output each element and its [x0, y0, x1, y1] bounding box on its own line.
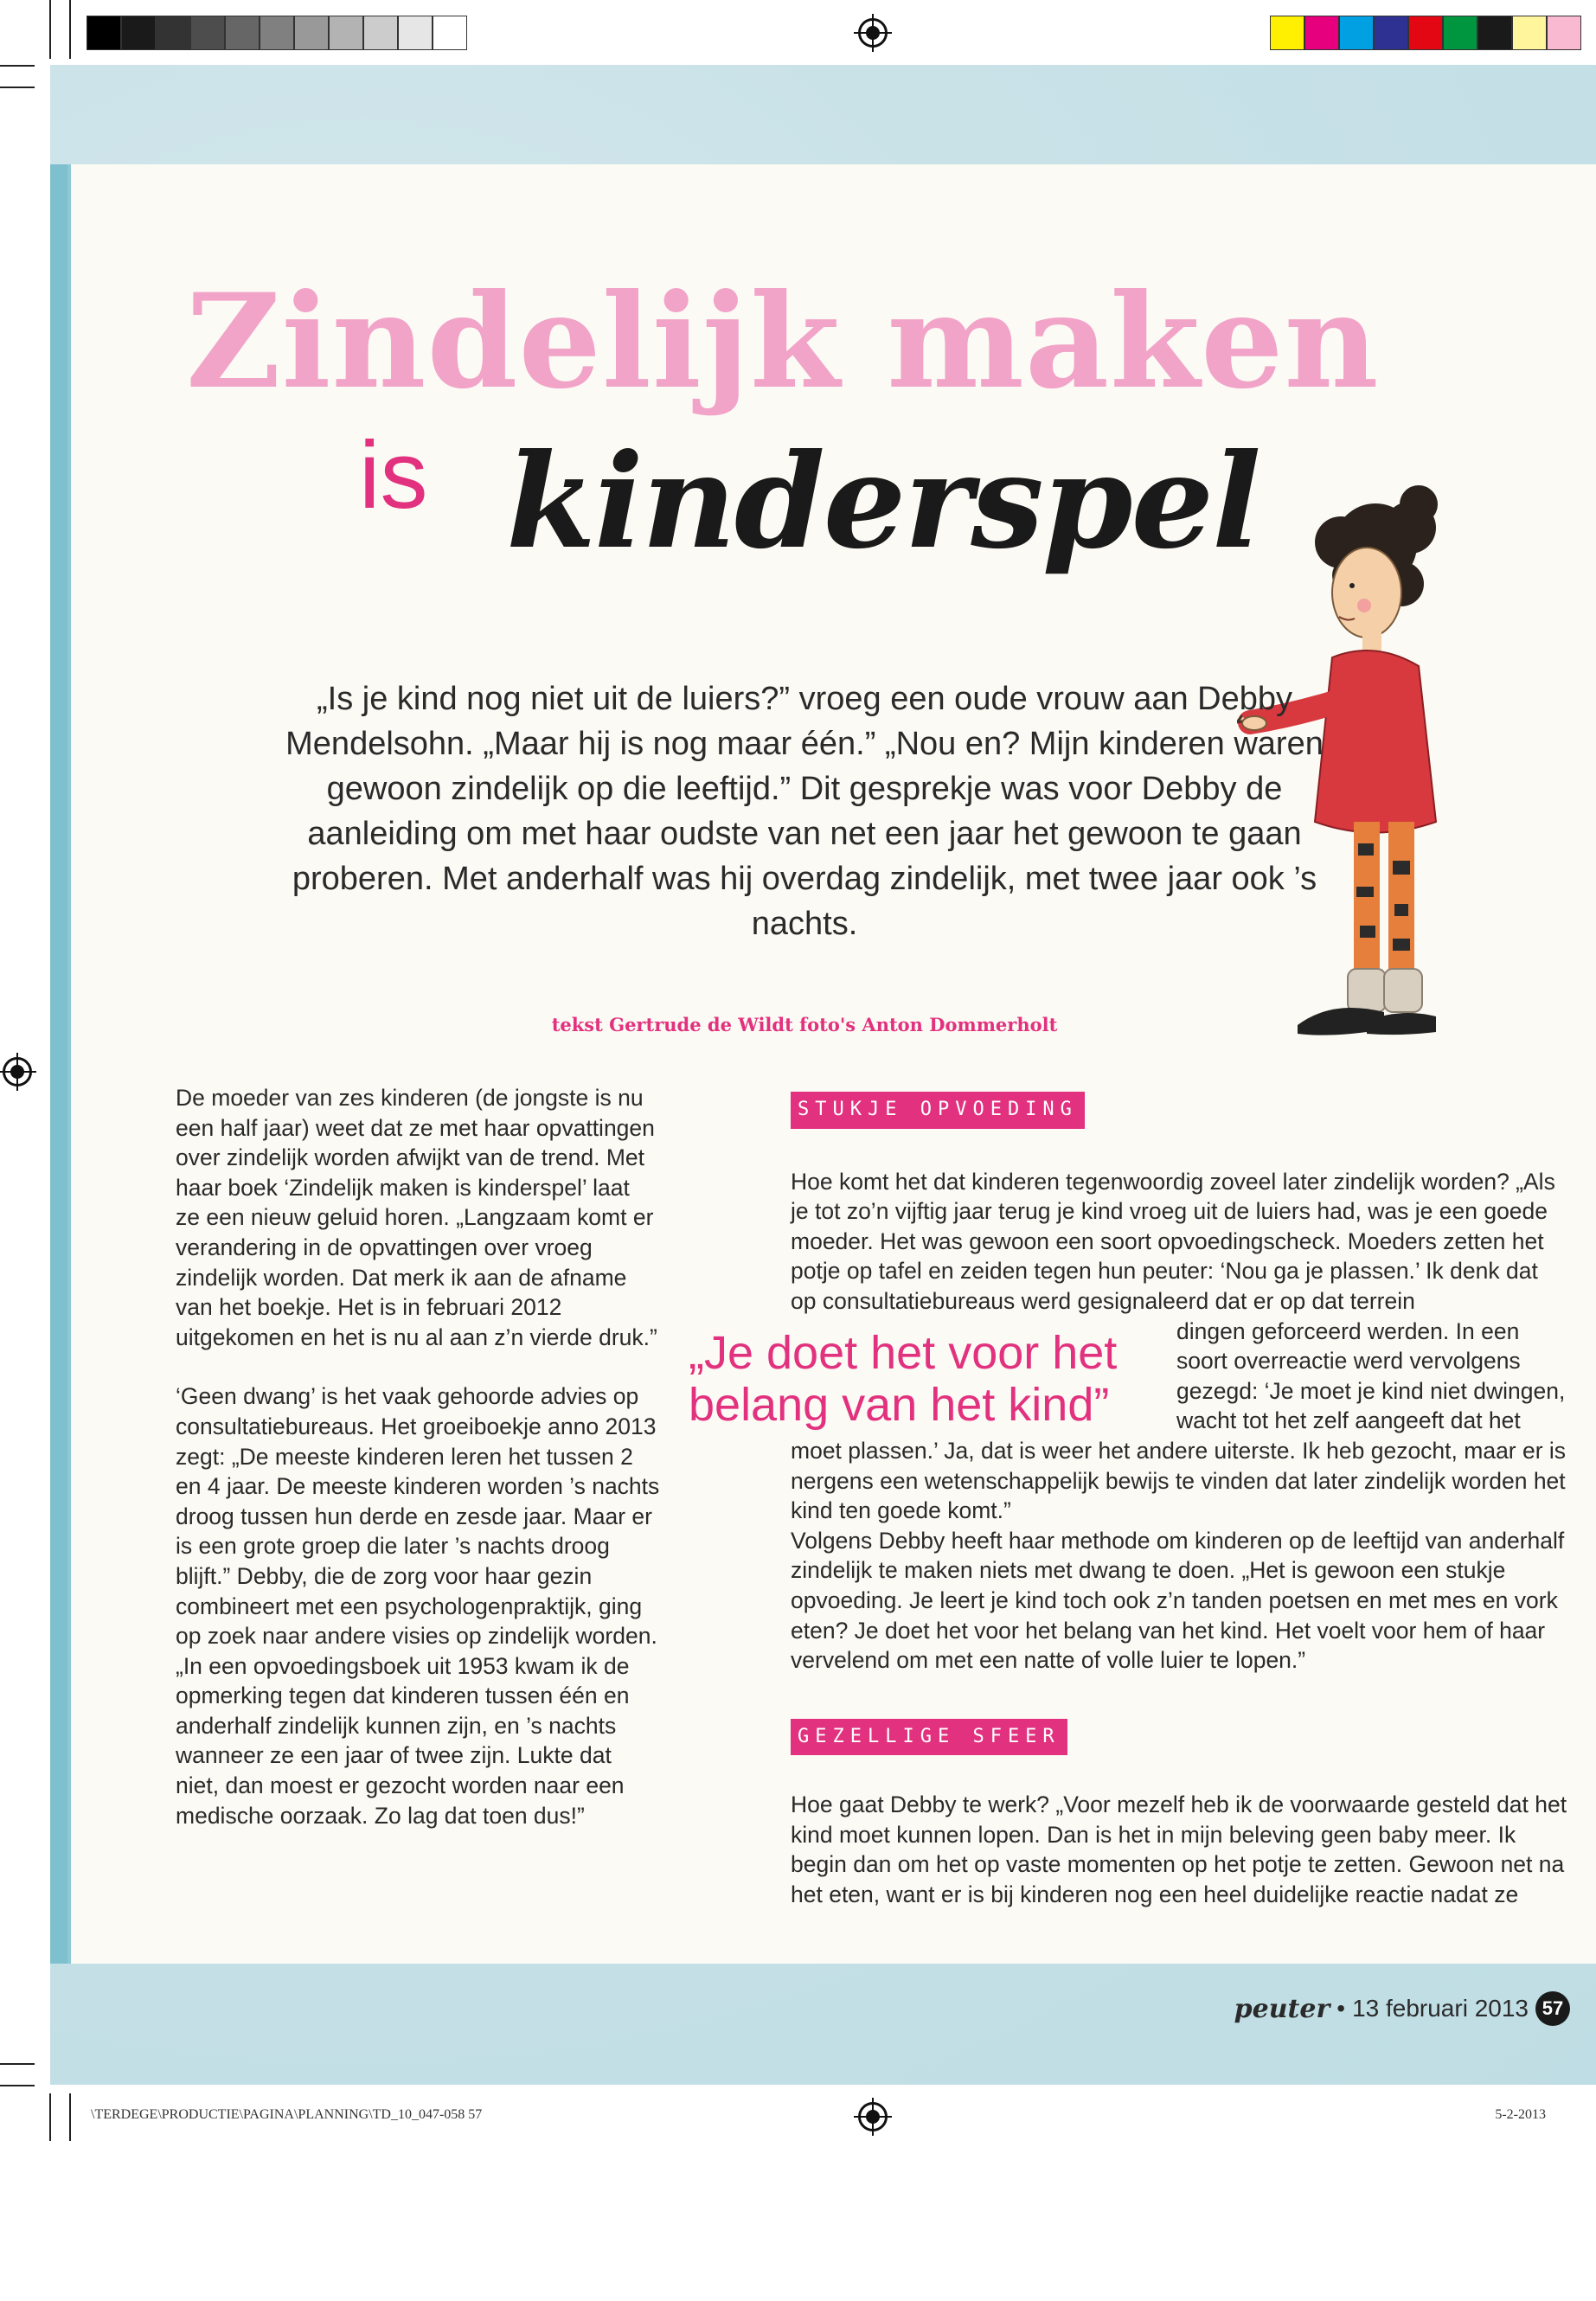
- color-swatch: [225, 16, 260, 50]
- page-edge-strip: [50, 164, 71, 1964]
- color-swatch: [156, 16, 190, 50]
- process-color-bar: [1270, 16, 1581, 52]
- registration-mark-icon: [3, 1057, 32, 1086]
- title-line-2: kinderspel: [506, 426, 1260, 578]
- color-swatch: [1374, 16, 1408, 50]
- section1-continued: dingen geforceerd werden. In een soort overreactie werd vervolgens gezegd: ‘Je moet je kind niet dwingen, wacht tot het zelf aangeeft dat het moet plassen.’ Ja, dat is weer het andere uiterste. Ik heb gezocht, maar er is nergens een wetenschappelijk bewijs te vinden dat later zindelijk worden het kind ten goede komt.”: [791, 1317, 1567, 1524]
- section1-paragraph-2: Volgens Debby heeft haar methode om kinderen op de leeftijd van anderhalf zindelijk te maken niets met dwang te doen. „Het is gewoon een stukje opvoeding. Je leert je kind toch ook z’n tanden poetsen en met mes en vork eten? Je doet het voor het belang van het kind. Het voelt voor hem of haar vervelend om met een natte of volle luier te lopen.”: [791, 1527, 1565, 1674]
- left-paragraph-2: ‘Geen dwang’ is het vaak gehoorde advies op consultatiebureaus. Het groeiboekje anno 2013 zegt: „De meeste kinderen leren het tussen 2 en 4 jaar. De meeste kinderen worden ’s nachts droog tussen hun derde en zesde jaar. Maar er is een grote groep die later ’s nachts droog blijft.” Debby, die de zorg voor haar gezin combineert met een psychologenpraktijk, ging op zoek naar andere visies op zindelijk worden. „In een opvoedingsboek uit 1953 kwam ik de opmerking tegen dat kinderen tussen één en anderhalf zindelijk kunnen zijn, en ’s nachts wanneer ze een jaar of twee zijn. Lukte dat niet, dan moest er gezocht worden naar een medische oorzaak. Zo lag dat toen dus!”: [176, 1383, 660, 1829]
- color-swatch: [190, 16, 225, 50]
- magazine-brand: peuter: [1234, 1993, 1330, 2024]
- color-swatch: [1339, 16, 1374, 50]
- left-paragraph-1: De moeder van zes kinderen (de jongste is nu een half jaar) weet dat ze met haar opvattingen over zindelijk worden afwijkt van de trend. Met haar boek ‘Zindelijk maken is kinderspel’ laat ze een nieuw geluid horen. „Langzaam komt er verandering in de opvattingen over vroeg zindelijk worden. Dat merk ik aan de afname van het boekje. Het is in februari 2012 uitgekomen en het is nu al aan z’n vierde druk.”: [176, 1085, 657, 1350]
- color-swatch: [294, 16, 329, 50]
- color-swatch: [87, 16, 121, 50]
- color-swatch: [1408, 16, 1443, 50]
- section2-paragraph-1: Hoe gaat Debby te werk? „Voor mezelf heb ik de voorwaarde gesteld dat het kind moet kunnen lopen. Dan is het in mijn beleving geen baby meer. Ik begin dan om het op vaste momenten op het potje te zetten. Gewoon net na het eten, want er is bij kinderen nog een heel duidelijke reactie nadat ze: [791, 1791, 1567, 1908]
- crop-mark: [49, 0, 51, 59]
- section-heading-sfeer: GEZELLIGE SFEER: [791, 1719, 1067, 1756]
- intro-paragraph: „Is je kind nog niet uit de luiers?” vroeg een oude vrouw aan Debby Mendelsohn. „Maar hij is nog maar één.” „Nou en? Mijn kinderen waren gewoon zindelijk op die leeftijd.” Dit gesprekje was voor Debby de aanleiding om met haar oudste van net een jaar het gewoon te gaan proberen. Met anderhalf was hij overdag zindelijk, met twee jaar ook ’s nachts.: [285, 681, 1324, 942]
- color-swatch: [363, 16, 398, 50]
- byline: tekst Gertrude de Wildt foto's Anton Dommerholt: [551, 1014, 1058, 1035]
- color-swatch: [1270, 16, 1304, 50]
- left-column: [176, 1083, 660, 1860]
- color-swatch: [1512, 16, 1547, 50]
- color-swatch: [1547, 16, 1581, 50]
- right-column: [689, 1092, 1569, 1910]
- crop-mark: [69, 0, 71, 59]
- crop-mark: [0, 65, 35, 67]
- crop-mark: [69, 2093, 71, 2141]
- page-number-badge: 57: [1535, 1991, 1570, 2026]
- pull-quote: „Je doet het voor het belang van het kind”: [689, 1326, 1118, 1431]
- color-swatch: [1304, 16, 1339, 50]
- section-heading-opvoeding: STUKJE OPVOEDING: [791, 1092, 1085, 1129]
- title-line-1: Zindelijk maken: [186, 266, 1380, 418]
- slug-date: 5-2-2013: [1495, 2107, 1546, 2122]
- footer-date: 13 februari 2013: [1352, 1995, 1529, 2022]
- crop-mark: [0, 87, 35, 88]
- registration-mark-icon: [858, 18, 888, 48]
- color-swatch: [398, 16, 433, 50]
- slug-path: \TERDEGE\PRODUCTIE\PAGINA\PLANNING\TD_10_047-058 57: [91, 2107, 483, 2122]
- color-swatch: [329, 16, 363, 50]
- color-swatch: [433, 16, 467, 50]
- footer-separator: •: [1336, 1995, 1346, 2022]
- grayscale-color-bar: [87, 16, 467, 52]
- crop-mark: [0, 2063, 35, 2065]
- crop-mark: [49, 2093, 51, 2141]
- registration-mark-icon: [858, 2102, 888, 2131]
- page-footer: [1234, 1991, 1570, 2026]
- section1-intro: Hoe komt het dat kinderen tegenwoordig zoveel later zindelijk worden? „Als je tot zo’n vijftig jaar terug je kind vroeg uit de luiers had, was je een goede moeder. Het was gewoon een soort opvoedingscheck. Moeders zetten het potje op tafel en zeiden tegen hun peuter: ‘Nou ga je plassen.’ Ik denk dat op consultatiebureaus werd gesignaleerd dat er op dat terrein: [791, 1168, 1555, 1314]
- color-swatch: [260, 16, 294, 50]
- color-swatch: [1477, 16, 1512, 50]
- crop-mark: [0, 2085, 35, 2086]
- color-swatch: [1443, 16, 1477, 50]
- title-is: is: [359, 422, 428, 529]
- color-swatch: [121, 16, 156, 50]
